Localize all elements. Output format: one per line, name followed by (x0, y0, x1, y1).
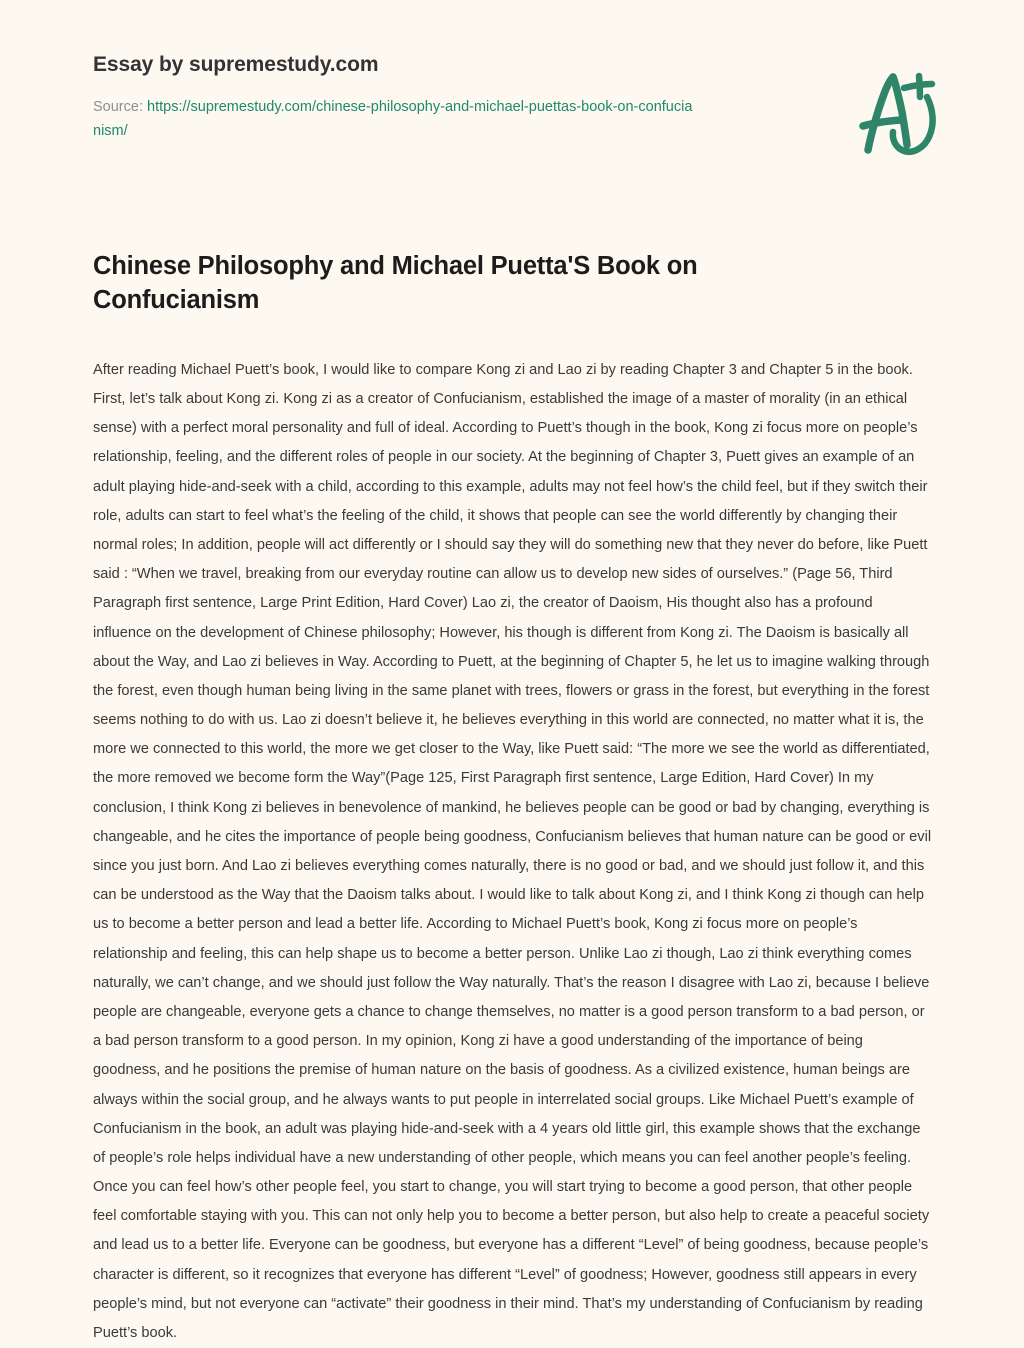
header-text-block (93, 52, 693, 143)
article (93, 250, 933, 1348)
source-line (93, 96, 693, 143)
source-url-link[interactable]: https://supremestudy.com/chinese-philosophy-and-michael-puettas-book-on-confucianism/ (93, 99, 693, 139)
essay-by-heading: Essay by supremestudy.com (93, 53, 379, 76)
article-body-text: After reading Michael Puett’s book, I would like to compare Kong zi and Lao zi by reading Chapter 3 and Chapter 5 in the book. First, let’s talk about Kong zi. Kong zi as a creator of Confucianism, established the image of a master of morality (in an ethical sense) with a perfect moral personality and full of ideal. According to Puett’s though in the book, Kong zi focus more on people’s relationship, feeling, and the different roles of people in our society. At the beginning of Chapter 3, Puett gives an example of an adult playing hide-and-seek with a child, according to this example, adults may not feel how’s the child feel, but if they switch their role, adults can start to feel what’s the feeling of the child, it shows that people can see the world differently by changing their normal roles; In addition, people will act differently or I should say they will do something new that they never do before, like Puett said : “When we travel, breaking from our everyday routine can allow us to develop new sides of ourselves.” (Page 56, Third Paragraph first sentence, Large Print Edition, Hard Cover) Lao zi, the creator of Daoism, His thought also has a profound influence on the development of Chinese philosophy; However, his though is different from Kong zi. The Daoism is basically all about the Way, and Lao zi believes in Way. According to Puett, at the beginning of Chapter 5, he let us to imagine walking through the forest, even though human being living in the same planet with trees, flowers or grass in the forest, but everything in the forest seems nothing to do with us. Lao zi doesn’t believe it, he believes everything in this world are connected, no matter what it is, the more we connected to this world, the more we get closer to the Way, like Puett said: “The more we see the world as differentiated, the more removed we become form the Way”(Page 125, First Paragraph first sentence, Large Edition, Hard Cover) In my conclusion, I think Kong zi believes in benevolence of mankind, he believes people can be good or bad by changing, everything is changeable, and he cites the importance of people being goodness, Confucianism believes that human nature can be good or evil since you just born. And Lao zi believes everything comes naturally, there is no good or bad, and we should just follow it, and this can be understood as the Way that the Daoism talks about. I would like to talk about Kong zi, and I think Kong zi though can help us to become a better person and lead a better life. According to Michael Puett’s book, Kong zi focus more on people’s relationship and feeling, this can help shape us to become a better person. Unlike Lao zi though, Lao zi think everything comes naturally, we can’t change, and we should just follow the Way naturally. That’s the reason I disagree with Lao zi, because I believe people are changeable, everyone gets a chance to change themselves, no matter is a good person transform to a bad person, or a bad person transform to a good person. In my opinion, Kong zi have a good understanding of the importance of being goodness, and he positions the premise of human nature on the basis of goodness. As a civilized existence, human beings are always within the social group, and he always wants to put people in interrelated social groups. Like Michael Puett’s example of Confucianism in the book, an adult was playing hide-and-seek with a 4 years old little girl, this example shows that the exchange of people’s role helps individual have a new understanding of other people, which means you can feel another people’s feeling. Once you can feel how’s other people feel, you start to change, you will start trying to become a good person, that other people feel comfortable staying with you. This can not only help you to become a better person, but also help to create a peaceful society and lead us to a better life. Everyone can be goodness, but everyone has a different “Level” of being goodness, because people’s character is different, so it recognizes that everyone has different “Level” of goodness; However, goodness still appears in every people’s mind, but not everyone can “activate” their goodness in their mind. That’s my understanding of Confucianism by reading Puett’s book. (93, 361, 932, 1341)
a-plus-logo-icon (826, 50, 950, 174)
source-label: Source: (93, 99, 143, 116)
page-title: Chinese Philosophy and Michael Puetta'S Book on Confucianism (93, 252, 698, 314)
